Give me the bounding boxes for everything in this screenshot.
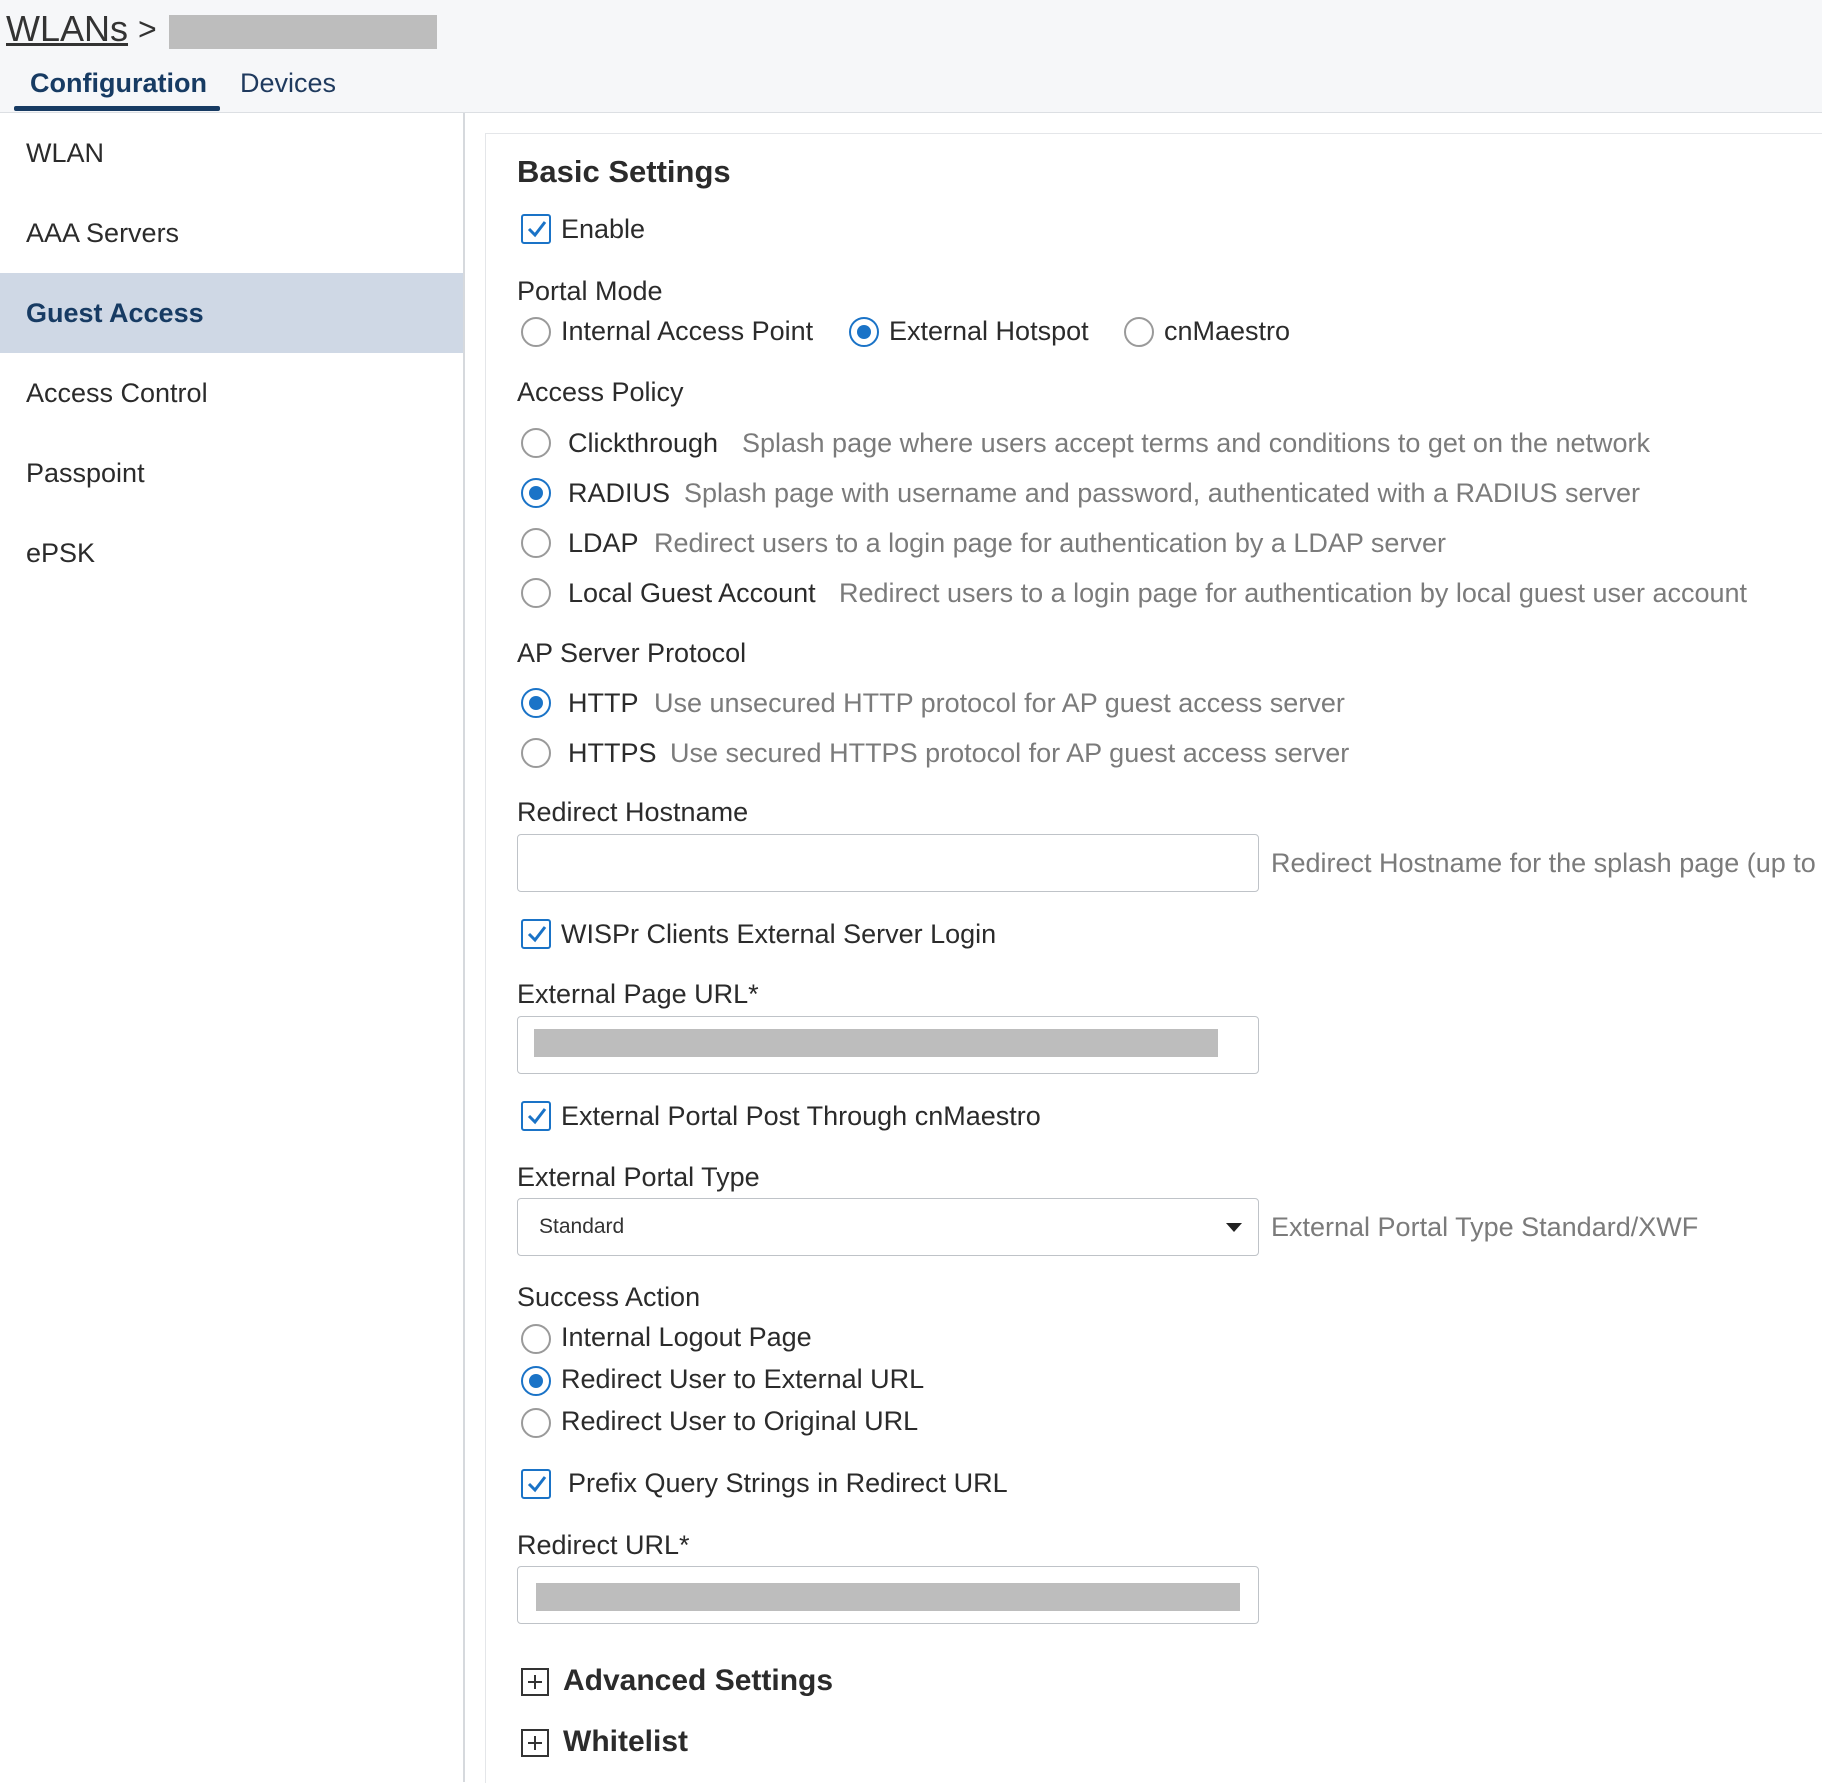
breadcrumb-redacted-wlan-name <box>169 15 437 49</box>
tab-devices[interactable]: Devices <box>240 68 337 98</box>
access-policy-option-desc: Splash page with username and password, authenticated with a RADIUS server <box>684 478 1641 508</box>
portal-post-label: External Portal Post Through cnMaestro <box>561 1101 1041 1131</box>
access-policy-local-guest-radio[interactable] <box>521 578 551 608</box>
tab-configuration[interactable]: Configuration <box>30 68 207 98</box>
enable-label: Enable <box>561 214 646 244</box>
sidebar-item-label: Guest Access <box>26 297 204 328</box>
success-redirect-external-radio[interactable] <box>521 1366 551 1396</box>
active-tab-indicator <box>14 106 220 111</box>
expand-plus-icon[interactable] <box>521 1729 549 1757</box>
access-policy-label: Access Policy <box>517 377 684 407</box>
sidebar-item-aaa-servers[interactable] <box>0 193 463 273</box>
sidebar-item-passpoint[interactable] <box>0 433 463 513</box>
redirect-url-label: Redirect URL* <box>517 1530 690 1560</box>
access-policy-option-desc: Splash page where users accept terms and conditions to get on the network <box>742 428 1651 458</box>
redirect-url-input[interactable] <box>517 1566 1259 1624</box>
external-portal-type-hint: External Portal Type Standard/XWF <box>1271 1212 1699 1242</box>
breadcrumb <box>6 8 437 50</box>
sidebar-item-label: Access Control <box>26 377 208 408</box>
page-header <box>0 0 1822 113</box>
checkmark-icon <box>526 923 548 945</box>
sidebar-item-label: Passpoint <box>26 457 145 488</box>
access-policy-ldap-radio[interactable] <box>521 528 551 558</box>
portal-mode-label: Portal Mode <box>517 276 663 306</box>
portal-mode-option-label: External Hotspot <box>889 316 1089 346</box>
chevron-down-icon <box>1226 1223 1242 1232</box>
portal-mode-option-label: cnMaestro <box>1164 316 1291 346</box>
whitelist-toggle[interactable]: Whitelist <box>563 1725 688 1758</box>
redacted-value <box>536 1583 1240 1611</box>
access-policy-radius-radio[interactable] <box>521 478 551 508</box>
access-policy-option-desc: Redirect users to a login page for authentication by local guest user account <box>839 578 1748 608</box>
sidebar <box>0 113 465 1782</box>
external-portal-type-select[interactable] <box>517 1198 1259 1256</box>
sidebar-item-label: WLAN <box>26 137 105 168</box>
protocol-https-radio[interactable] <box>521 738 551 768</box>
access-policy-option-desc: Redirect users to a login page for authentication by a LDAP server <box>654 528 1446 558</box>
protocol-option-desc: Use secured HTTPS protocol for AP guest access server <box>670 738 1350 768</box>
portal-mode-external-hotspot-radio[interactable] <box>849 317 879 347</box>
sidebar-item-access-control[interactable] <box>0 353 463 433</box>
portal-mode-internal-ap-radio[interactable] <box>521 317 551 347</box>
breadcrumb-wlans-link[interactable]: WLANs <box>6 8 129 49</box>
external-page-url-label: External Page URL* <box>517 979 759 1009</box>
success-redirect-original-radio[interactable] <box>521 1408 551 1438</box>
success-action-label: Success Action <box>517 1282 701 1312</box>
access-policy-option-name: LDAP <box>568 528 639 558</box>
select-value: Standard <box>539 1215 625 1238</box>
expand-plus-icon[interactable] <box>521 1668 549 1696</box>
ap-server-protocol-label: AP Server Protocol <box>517 638 747 668</box>
checkmark-icon <box>526 1105 548 1127</box>
breadcrumb-separator: > <box>138 10 157 47</box>
protocol-option-name: HTTPS <box>568 738 657 768</box>
checkmark-icon <box>526 218 548 240</box>
basic-settings-title: Basic Settings <box>517 154 731 189</box>
portal-mode-option-label: Internal Access Point <box>561 316 814 346</box>
access-policy-option-name: Clickthrough <box>568 428 719 458</box>
portal-post-checkbox[interactable] <box>521 1101 551 1131</box>
sidebar-item-wlan[interactable] <box>0 113 463 193</box>
redirect-hostname-input[interactable] <box>517 834 1259 892</box>
sidebar-item-label: ePSK <box>26 537 96 568</box>
access-policy-option-name: Local Guest Account <box>568 578 816 608</box>
protocol-http-radio[interactable] <box>521 688 551 718</box>
redacted-value <box>534 1029 1218 1057</box>
prefix-query-label: Prefix Query Strings in Redirect URL <box>568 1468 1008 1498</box>
prefix-query-checkbox[interactable] <box>521 1469 551 1499</box>
redirect-hostname-label: Redirect Hostname <box>517 797 749 827</box>
access-policy-clickthrough-radio[interactable] <box>521 428 551 458</box>
portal-mode-cnmaestro-radio[interactable] <box>1124 317 1154 347</box>
external-page-url-input[interactable] <box>517 1016 1259 1074</box>
sidebar-item-label: AAA Servers <box>26 217 180 248</box>
wispr-checkbox[interactable] <box>521 919 551 949</box>
access-policy-option-name: RADIUS <box>568 478 671 508</box>
protocol-option-name: HTTP <box>568 688 639 718</box>
success-internal-logout-radio[interactable] <box>521 1324 551 1354</box>
wispr-label: WISPr Clients External Server Login <box>561 919 997 949</box>
checkmark-icon <box>526 1473 548 1495</box>
success-action-option-label: Internal Logout Page <box>561 1322 812 1352</box>
sidebar-item-epsk[interactable] <box>0 513 463 593</box>
external-portal-type-label: External Portal Type <box>517 1162 760 1192</box>
success-action-option-label: Redirect User to External URL <box>561 1364 925 1394</box>
advanced-settings-toggle[interactable]: Advanced Settings <box>563 1664 834 1697</box>
redirect-hostname-hint: Redirect Hostname for the splash page (up to <box>1271 848 1816 878</box>
protocol-option-desc: Use unsecured HTTP protocol for AP guest access server <box>654 688 1345 718</box>
enable-checkbox[interactable] <box>521 214 551 244</box>
success-action-option-label: Redirect User to Original URL <box>561 1406 919 1436</box>
sidebar-item-guest-access[interactable] <box>0 273 463 353</box>
